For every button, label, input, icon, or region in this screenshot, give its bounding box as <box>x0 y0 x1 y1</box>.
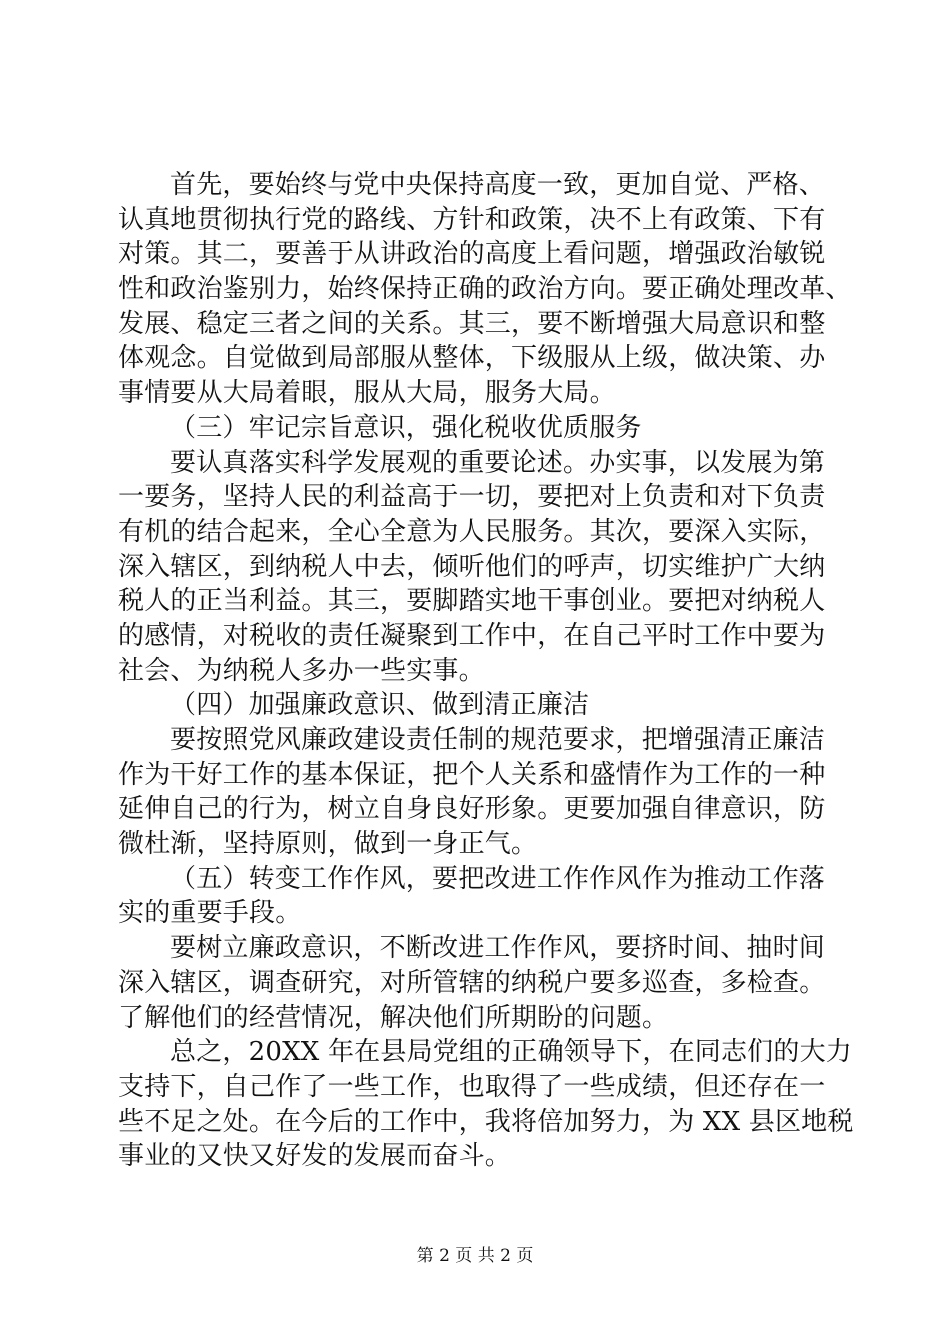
paragraph-line: 税人的正当利益。其三，要脚踏实地干事创业。要把对纳税人 <box>118 586 826 617</box>
paragraph-line: 作为干好工作的基本保证，把个人关系和盛情作为工作的一种 <box>118 759 826 790</box>
paragraph-line: 有机的结合起来，全心全意为人民服务。其次，要深入实际， <box>118 516 826 547</box>
paragraph-line: 要树立廉政意识，不断改进工作作风，要挤时间、抽时间 <box>170 933 826 964</box>
paragraph-line: 微杜渐，坚持原则，做到一身正气。 <box>118 829 538 860</box>
section-heading-continuation: 实的重要手段。 <box>118 898 302 929</box>
paragraph-line: 认真地贯彻执行党的路线、方针和政策，决不上有政策、下有 <box>118 204 826 235</box>
section-heading: （四）加强廉政意识、做到清正廉洁 <box>170 690 590 721</box>
paragraph-line: 的感情，对税收的责任凝聚到工作中，在自己平时工作中要为 <box>118 620 826 651</box>
paragraph-line: 延伸自己的行为，树立自身良好形象。更要加强自律意识，防 <box>118 794 826 825</box>
paragraph-line: 总之，20XX 年在县局党组的正确领导下，在同志们的大力 <box>170 1037 852 1068</box>
paragraph-line: 首先，要始终与党中央保持高度一致，更加自觉、严格、 <box>170 170 826 200</box>
paragraph-line: 支持下，自己作了一些工作，也取得了一些成绩，但还存在一 <box>118 1071 826 1102</box>
paragraph-line: 深入辖区，调查研究，对所管辖的纳税户要多巡查，多检查。 <box>118 967 826 998</box>
section-heading: （五）转变工作作风，要把改进工作作风作为推动工作落 <box>170 863 826 894</box>
paragraph-line: 要认真落实科学发展观的重要论述。办实事，以发展为第 <box>170 447 826 478</box>
paragraph-line: 事情要从大局着眼，服从大局，服务大局。 <box>118 378 616 409</box>
paragraph-line: 社会、为纳税人多办一些实事。 <box>118 655 485 686</box>
paragraph-line: 事业的又快又好发的发展而奋斗。 <box>118 1141 512 1172</box>
section-heading: （三）牢记宗旨意识，强化税收优质服务 <box>170 412 642 443</box>
paragraph-line: 体观念。自觉做到局部服从整体，下级服从上级，做决策、办 <box>118 343 826 374</box>
paragraph-line: 了解他们的经营情况，解决他们所期盼的问题。 <box>118 1002 669 1033</box>
paragraph-line: 要按照党风廉政建设责任制的规范要求，把增强清正廉洁 <box>170 725 826 755</box>
paragraph-line: 深入辖区，到纳税人中去，倾听他们的呼声，切实维护广大纳 <box>118 551 826 582</box>
document-body <box>118 168 854 1174</box>
paragraph-line: 一要务，坚持人民的利益高于一切，要把对上负责和对下负责 <box>118 482 826 513</box>
paragraph-line: 发展、稳定三者之间的关系。其三，要不断增强大局意识和整 <box>118 308 826 339</box>
paragraph-line: 些不足之处。在今后的工作中，我将倍加努力，为 XX 县区地税 <box>118 1106 854 1137</box>
paragraph-line: 对策。其二，要善于从讲政治的高度上看问题，增强政治敏锐 <box>118 239 826 270</box>
page-number-footer: 第 2 页 共 2 页 <box>416 1246 534 1266</box>
paragraph-line: 性和政治鉴别力，始终保持正确的政治方向。要正确处理改革、 <box>118 274 852 305</box>
